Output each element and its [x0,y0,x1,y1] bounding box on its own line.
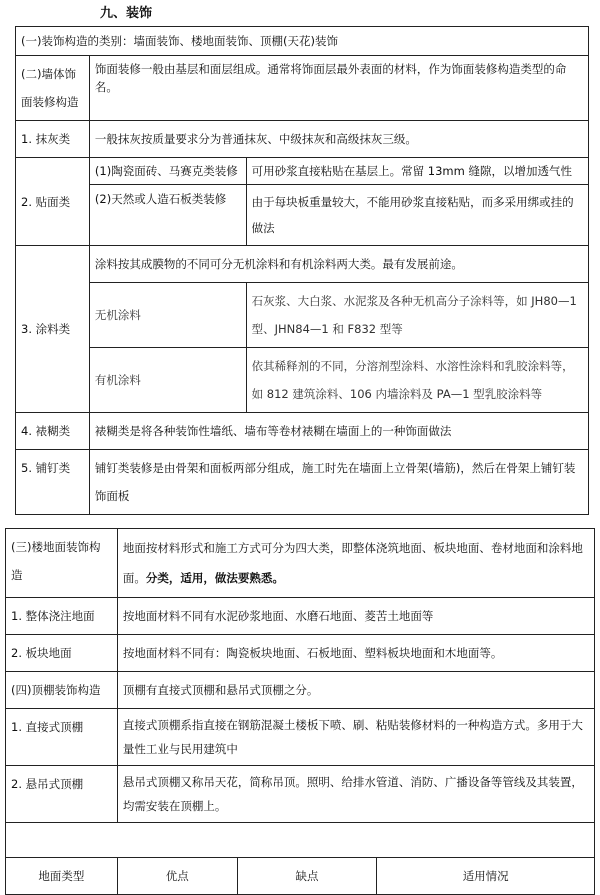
tile-sub2: (2)天然或人造石板类装修 [89,185,246,246]
plaster-label: 1. 抹灰类 [16,121,90,158]
floor-ceiling-table [5,528,595,895]
block-floor-label: 2. 板块地面 [6,635,118,672]
plaster-desc: 一般抹灰按质量要求分为普通抹灰、中级抹灰和高级抹灰三级。 [89,121,588,158]
paste-label: 4. 裱糊类 [16,413,90,450]
floor-emphasis: 分类，适用，做法要熟悉。 [145,571,284,585]
paint-sub1: 无机涂料 [89,283,246,348]
table-row [16,246,589,283]
table-row [6,635,595,672]
table-row [16,283,589,348]
paint-sub2: 有机涂料 [89,348,246,413]
direct-ceiling-desc: 直接式顶棚系指直接在钢筋混凝土楼板下喷、刷、粘贴装修材料的一种构造方式。多用于大量性工业与民用建筑中 [117,709,594,766]
table-row [6,529,595,598]
table-row [6,709,595,766]
ceiling-section-head: (四)顶棚装饰构造 [6,672,118,709]
header-applicability: 适用情况 [377,858,595,895]
table-row [16,158,589,185]
nail-desc: 铺钉类装修是由骨架和面板两部分组成，施工时先在墙面上立骨架(墙筋)，然后在骨架上铺钉装饰面板 [89,450,588,515]
floor-desc-text: 地面按材料形式和施工方式可分为四大类，即整体浇筑地面、板块地面、卷材地面和涂料地面。 [122,541,583,585]
paint-label: 3. 涂料类 [16,246,90,413]
floor-section-head: (三)楼地面装饰构造 [6,529,118,598]
table-row [6,672,595,709]
table-header-row [6,858,595,895]
wall-section-head: (二)墙体饰面装修构造 [16,56,90,121]
header-advantages: 优点 [117,858,237,895]
cast-floor-desc: 按地面材料不同有水泥砂浆地面、水磨石地面、菱苦土地面等 [117,598,594,635]
paint-desc2: 依其稀释剂的不同，分溶剂型涂料、水溶性涂料和乳胶涂料等，如 812 建筑涂料、106 内墙涂料及 PA—1 型乳胶涂料等 [246,348,588,413]
table-row [16,56,589,121]
table-row [16,450,589,515]
table-row [6,823,595,858]
section-title: 九、装饰 [100,6,153,21]
nail-label: 5. 铺钉类 [16,450,90,515]
table-row [6,598,595,635]
paste-desc: 裱糊类是将各种装饰性墙纸、墙布等卷材裱糊在墙面上的一种饰面做法 [89,413,588,450]
tile-label: 2. 贴面类 [16,158,90,246]
header-floor-type: 地面类型 [6,858,118,895]
table-row [16,121,589,158]
wall-section-desc: 饰面装修一般由基层和面层组成。通常将饰面层最外表面的材料，作为饰面装修构造类型的命名。 [89,56,588,121]
table-row [16,413,589,450]
table-row [16,27,589,56]
tile-desc1: 可用砂浆直接粘贴在基层上。常留 13mm 缝隙，以增加透气性 [246,158,588,185]
table-row [16,348,589,413]
direct-ceiling-label: 1. 直接式顶棚 [6,709,118,766]
category-intro: (一)装饰构造的类别：墙面装饰、楼地面装饰、顶棚(天花)装饰 [16,27,589,56]
suspended-ceiling-desc: 悬吊式顶棚又称吊天花，简称吊顶。照明、给排水管道、消防、广播设备等管线及其装置，均需安装在顶棚上。 [117,766,594,823]
empty-row [6,823,595,858]
block-floor-desc: 按地面材料不同有：陶瓷板块地面、石板地面、塑料板块地面和木地面等。 [117,635,594,672]
table-row [16,185,589,246]
paint-desc: 涂料按其成膜物的不同可分无机涂料和有机涂料两大类。最有发展前途。 [89,246,588,283]
table-row [6,766,595,823]
cast-floor-label: 1. 整体浇注地面 [6,598,118,635]
floor-section-desc [117,529,594,598]
tile-desc2: 由于每块板重量较大，不能用砂浆直接粘贴，而多采用绑或挂的做法 [246,185,588,246]
ceiling-section-desc: 顶棚有直接式顶棚和悬吊式顶棚之分。 [117,672,594,709]
header-disadvantages: 缺点 [237,858,377,895]
wall-decoration-table [15,26,589,515]
suspended-ceiling-label: 2. 悬吊式顶棚 [6,766,118,823]
tile-sub1: (1)陶瓷面砖、马赛克类装修 [89,158,246,185]
paint-desc1: 石灰浆、大白浆、水泥浆及各种无机高分子涂料等，如 JH80—1 型、JHN84—1 和 F832 型等 [246,283,588,348]
